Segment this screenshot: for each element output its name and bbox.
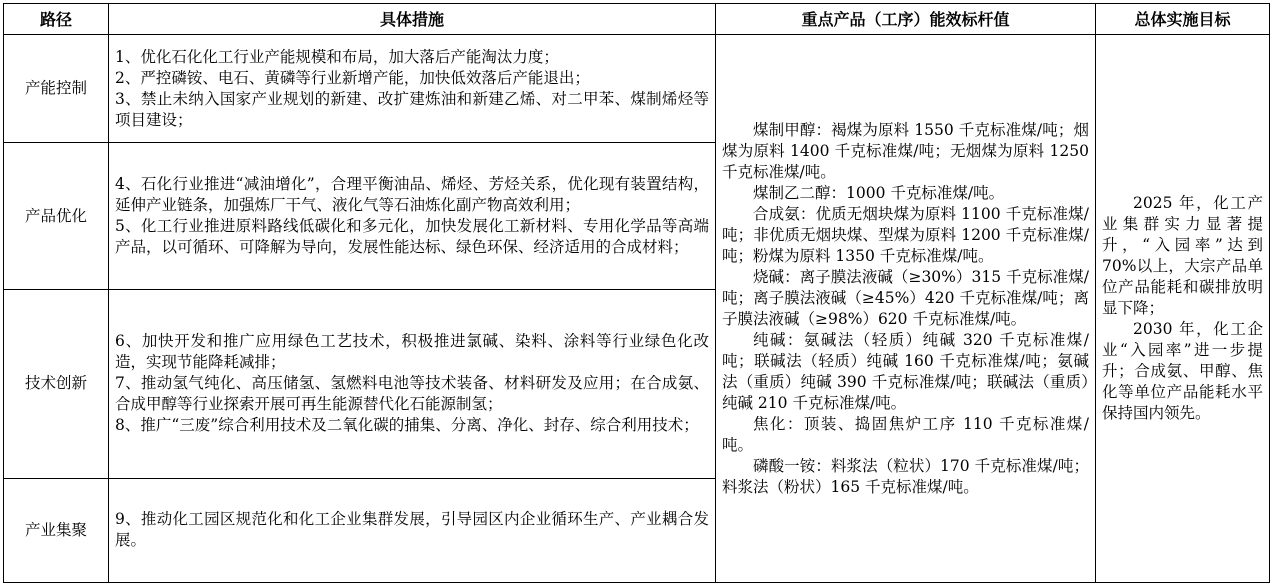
measure-item: 3、禁止未纳入国家产业规划的新建、改扩建炼油和新建乙烯、对二甲苯、煤制烯烃等项目建设；	[115, 89, 709, 129]
goal-item: 2025 年，化工产业集群实力显著提升，“入园率”达到 70%以上，大宗产品单位产品能耗和碳排放明显下降；	[1102, 194, 1263, 317]
measure-item: 7、推动氢气纯化、高压储氢、氢燃料电池等技术装备、材料研发及应用；在合成氨、合成甲醇等行业探索开展可再生能源替代化石能源制氢；	[115, 374, 709, 414]
measure-item: 5、化工行业推进原料路线低碳化和多元化，加快发展化工新材料、专用化学品等高端产品，以可循环、可降解为导向，发展性能达标、绿色环保、经济适用的合成材料；	[115, 217, 709, 257]
path-cell-industry-cluster: 产业集聚	[4, 478, 109, 582]
header-measures: 具体措施	[109, 4, 716, 35]
benchmark-item: 纯碱：氨碱法（轻质）纯碱 320 千克标准煤/吨；联碱法（轻质）纯碱 160 千克标准煤/吨；氨碱法（重质）纯碱 390 千克标准煤/吨；联碱法（重质）纯碱 210 千克标准煤/吨。	[722, 330, 1089, 412]
benchmark-item: 烧碱：离子膜法液碱（≥30%）315 千克标准煤/吨；离子膜法液碱（≥45%）420 千克标准煤/吨；离子膜法液碱（≥98%）620 千克标准煤/吨。	[722, 267, 1089, 328]
measures-cell	[109, 35, 716, 143]
path-cell-capacity-control: 产能控制	[4, 35, 109, 143]
header-benchmark: 重点产品（工序）能效标杆值	[716, 4, 1096, 35]
path-cell-tech-innovation: 技术创新	[4, 289, 109, 478]
measure-item: 2、严控磷铵、电石、黄磷等行业新增产能，加快低效落后产能退出；	[115, 68, 590, 87]
measure-item: 6、加快开发和推广应用绿色工艺技术，积极推进氯碱、染料、涂料等行业绿色化改造，实现节能降耗减排；	[115, 332, 709, 372]
benchmark-item: 合成氨：优质无烟块煤为原料 1100 千克标准煤/吨；非优质无烟块煤、型煤为原料 1200 千克标准煤/吨；粉煤为原料 1350 千克标准煤/吨。	[722, 204, 1089, 265]
header-goal: 总体实施目标	[1096, 4, 1270, 35]
benchmark-cell	[716, 35, 1096, 583]
measures-table	[3, 3, 1270, 583]
header-row	[4, 4, 1270, 35]
benchmark-item: 磷酸一铵：料浆法（粒状）170 千克标准煤/吨；料浆法（粉状）165 千克标准煤/吨。	[722, 456, 1089, 496]
benchmark-item: 焦化：顶装、捣固焦炉工序 110 千克标准煤/吨。	[722, 414, 1089, 454]
measures-cell	[109, 478, 716, 582]
measure-item: 1、优化石化化工行业产能规模和布局，加大落后产能淘汰力度；	[115, 47, 559, 66]
benchmark-item: 煤制乙二醇：1000 千克标准煤/吨。	[753, 183, 1005, 202]
measures-cell	[109, 143, 716, 290]
measure-item: 8、推广“三废”综合利用技术及二氧化碳的捕集、分离、净化、封存、综合利用技术；	[115, 416, 699, 435]
header-path: 路径	[4, 4, 109, 35]
measures-cell	[109, 289, 716, 478]
benchmark-item: 煤制甲醇：褐煤为原料 1550 千克标准煤/吨；烟煤为原料 1400 千克标准煤/吨；无烟煤为原料 1250 千克标准煤/吨。	[722, 120, 1089, 181]
table-row	[4, 35, 1270, 143]
measure-item: 9、推动化工园区规范化和化工企业集群发展，引导园区内企业循环生产、产业耦合发展。	[115, 510, 709, 550]
measure-item: 4、石化行业推进“减油增化”，合理平衡油品、烯烃、芳烃关系，优化现有装置结构，延伸产业链条，加强炼厂干气、液化气等石油炼化副产物高效利用；	[115, 175, 709, 215]
goal-item: 2030 年，化工企业“入园率”进一步提升；合成氨、甲醇、焦化等单位产品能耗水平保持国内领先。	[1102, 320, 1263, 422]
path-cell-product-optimization: 产品优化	[4, 143, 109, 290]
goal-cell	[1096, 35, 1270, 583]
